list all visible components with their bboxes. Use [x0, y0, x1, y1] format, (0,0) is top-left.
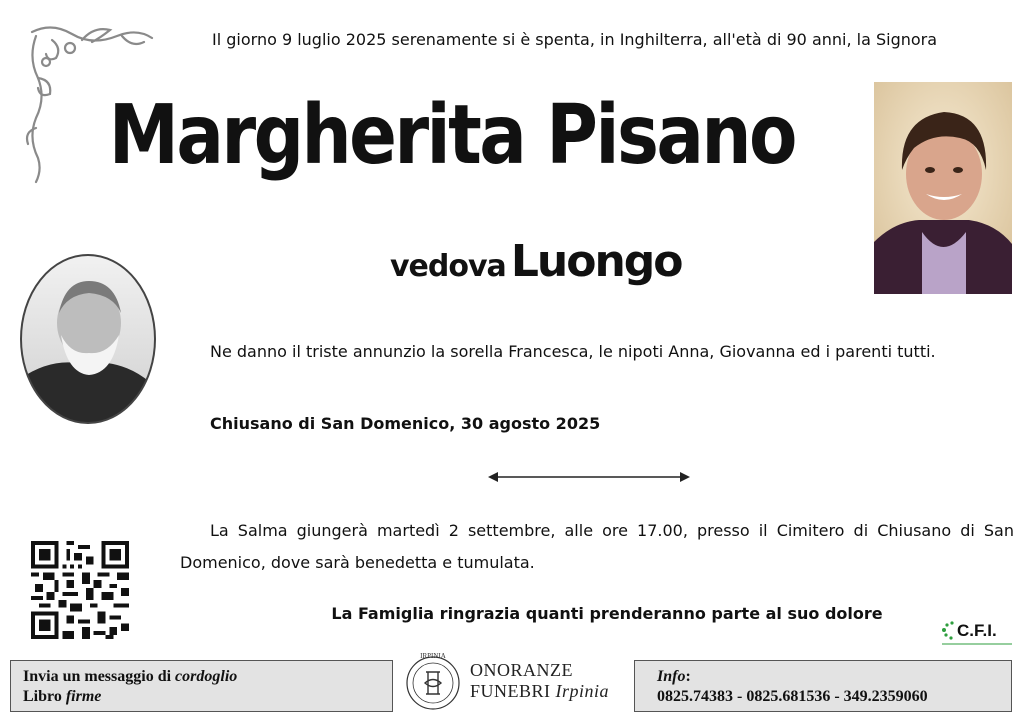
announcement-text: Il giorno 9 luglio 2025 serenamente si è spenta, in Inghilterra, all'età di 90 anni, la Signora [212, 30, 938, 49]
sorrow-text: Ne danno il triste annunzio la sorella Francesca, le nipoti Anna, Giovanna ed i parenti tutti. [210, 342, 936, 361]
qr-code-icon[interactable] [31, 541, 129, 639]
brand-emph: Irpinia [555, 681, 610, 701]
saint-image [17, 251, 159, 427]
thanks-text: La Famiglia ringrazia quanti prenderanno parte al suo dolore [331, 604, 883, 623]
deceased-photo[interactable] [874, 82, 1012, 294]
cfi-logo [940, 620, 1014, 648]
widow-line [390, 236, 682, 287]
widow-prefix: vedova [390, 249, 506, 284]
footer-left-box[interactable] [10, 660, 393, 712]
phone-numbers[interactable]: 0825.74383 - 0825.681536 - 349.2359060 [657, 688, 928, 705]
cfi-label: C.F.I. [957, 621, 997, 640]
brand-line-1: ONORANZE [470, 660, 573, 680]
guestbook-emph: firme [65, 688, 102, 705]
arrow-divider-icon [488, 470, 690, 484]
brand-line-2: FUNEBRI [470, 681, 551, 701]
deceased-name: Margherita Pisano [108, 88, 795, 183]
emblem-top-text: IRPINIA [420, 652, 446, 660]
funeral-home-emblem-icon [404, 650, 462, 712]
funeral-home-brand [470, 660, 609, 702]
guestbook-prefix: Libro [23, 688, 62, 705]
condolence-emph: cordoglio [175, 668, 238, 685]
place-date: Chiusano di San Domenico, 30 agosto 2025 [210, 414, 601, 433]
condolence-prefix: Invia un messaggio di [23, 668, 172, 685]
guestbook-link[interactable] [23, 687, 380, 707]
widow-surname: Luongo [510, 236, 682, 287]
footer-info-box: Info: 0825.74383 - 0825.681536 - 349.2359060 [634, 660, 1012, 712]
funeral-info: La Salma giungerà martedì 2 settembre, alle ore 17.00, presso il Cimitero di Chiusano di San Domenico, dove sarà benedetta e tumulata. [180, 521, 1014, 572]
info-label: Info [657, 668, 686, 685]
condolence-link[interactable] [23, 667, 380, 687]
